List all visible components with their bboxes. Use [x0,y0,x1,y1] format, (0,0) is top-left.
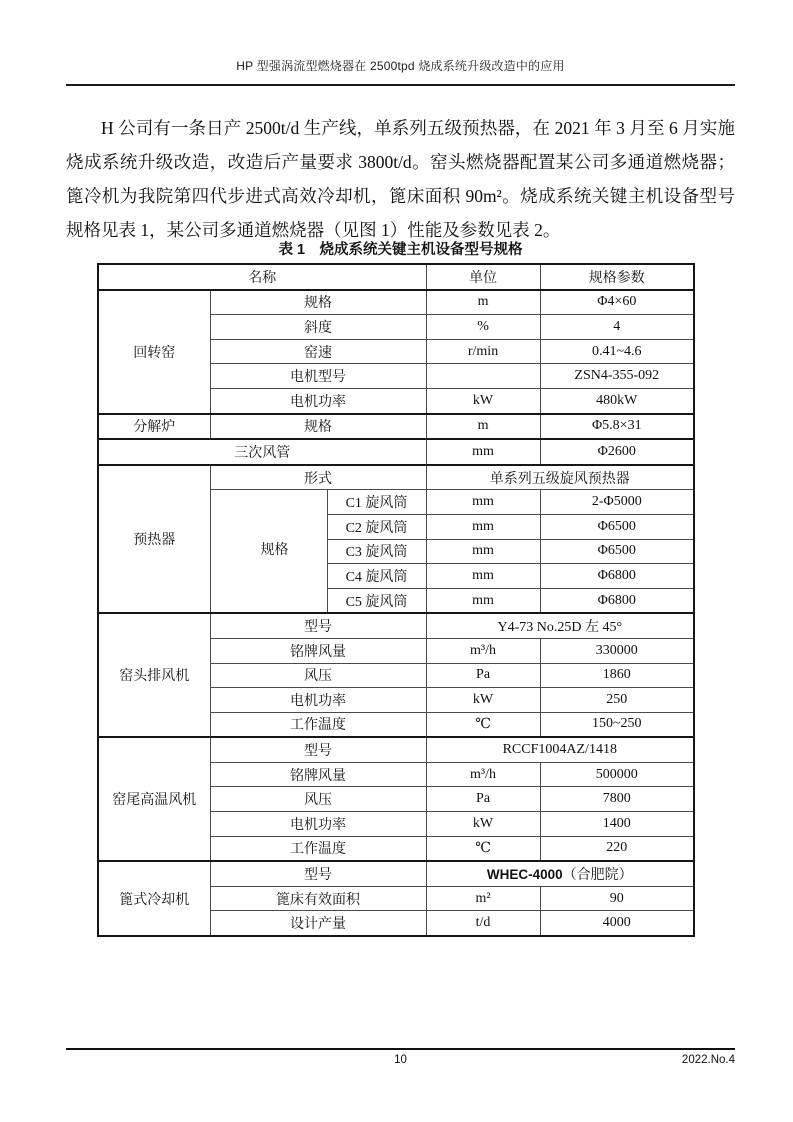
column-header-name: 名称 [98,264,426,290]
param-name-cell: 工作温度 [210,712,426,737]
column-header-spec: 规格参数 [540,264,694,290]
cooler-model-suffix: （合肥院） [562,868,633,884]
unit-cell: m³/h [426,762,540,787]
param-name-cell: C5 旋风筒 [327,588,426,613]
value-cell: 0.41~4.6 [540,339,694,364]
value-cell: Y4-73 No.25D 左 45° [426,613,694,638]
param-name-cell: 形式 [210,465,426,490]
param-name-cell: C2 旋风筒 [327,514,426,539]
table-row [98,737,694,762]
param-name-cell: 型号 [210,737,426,762]
value-cell: 4000 [540,911,694,936]
unit-cell: kW [426,388,540,413]
table-row [98,465,694,490]
spec-table [97,263,695,937]
param-name-cell: 电机功率 [210,688,426,713]
group-name-cell: 窑头排风机 [98,613,210,737]
value-cell: 150~250 [540,712,694,737]
value-cell: 2-Φ5000 [540,490,694,515]
unit-cell: mm [426,439,540,465]
unit-cell: ℃ [426,836,540,861]
group-name-cell: 篦式冷却机 [98,861,210,936]
value-cell: Φ6800 [540,588,694,613]
footer-rule [66,1048,735,1050]
group-name-cell: 预热器 [98,465,210,614]
unit-cell: Pa [426,663,540,688]
value-cell: Φ6500 [540,514,694,539]
param-name-cell: 斜度 [210,315,426,340]
value-cell: Φ4×60 [540,290,694,315]
table-caption: 表 1 烧成系统关键主机设备型号规格 [278,242,523,258]
unit-cell: m² [426,886,540,911]
value-cell: Φ6500 [540,539,694,564]
body-paragraph: H 公司有一条日产 2500t/d 生产线，单系列五级预热器，在 2021 年 3 月至 6 月实施烧成系统升级改造，改造后产量要求 3800t/d。窑头燃烧器配置某公司多通道燃烧器；篦冷机为我院第四代步进式高效冷却机，篦床面积 90m²。烧成系统关键主机设备型号规格见表 1，某公司多通道燃烧器（见图 1）性能及参数见表 2。 [66,117,735,241]
unit-cell: t/d [426,911,540,936]
value-cell: 220 [540,836,694,861]
param-name-cell: 型号 [210,613,426,638]
param-name-cell: 电机型号 [210,364,426,389]
value-cell: Φ5.8×31 [540,414,694,440]
running-head-title: HP 型强涡流型燃烧器在 2500tpd 烧成系统升级改造中的应用 [236,59,565,73]
unit-cell: r/min [426,339,540,364]
unit-cell: % [426,315,540,340]
value-cell: 单系列五级旋风预热器 [426,465,694,490]
unit-cell: m³/h [426,638,540,663]
param-name-cell: 铭牌风量 [210,638,426,663]
value-cell: 1860 [540,663,694,688]
column-header-unit: 单位 [426,264,540,290]
param-name-cell: 电机功率 [210,388,426,413]
value-cell: 90 [540,886,694,911]
unit-cell: mm [426,588,540,613]
param-name-cell: 风压 [210,787,426,812]
param-name-cell: 窑速 [210,339,426,364]
table-row [98,861,694,886]
param-name-cell: 设计产量 [210,911,426,936]
param-name-cell: 铭牌风量 [210,762,426,787]
table-row [98,613,694,638]
page-number: 10 [394,1054,407,1066]
param-name-cell: C3 旋风筒 [327,539,426,564]
cooler-model-label: WHEC-4000 [486,867,563,883]
param-name-cell: 电机功率 [210,812,426,837]
unit-cell: mm [426,514,540,539]
param-name-cell: 工作温度 [210,836,426,861]
param-name-cell: 风压 [210,663,426,688]
group-name-cell: 分解炉 [98,414,210,440]
value-cell: 250 [540,688,694,713]
unit-cell: Pa [426,787,540,812]
unit-cell: mm [426,564,540,589]
value-cell: 330000 [540,638,694,663]
unit-cell [426,364,540,389]
param-name-cell: 篦床有效面积 [210,886,426,911]
unit-cell: mm [426,539,540,564]
value-cell: Φ2600 [540,439,694,465]
value-cell: 500000 [540,762,694,787]
value-cell: RCCF1004AZ/1418 [426,737,694,762]
value-cell: 4 [540,315,694,340]
value-cell [426,861,694,886]
header-rule [66,84,735,86]
group-name-cell: 回转窑 [98,290,210,414]
subgroup-name-cell [210,490,327,613]
param-name-cell: 规格 [210,414,426,440]
param-name-cell: C1 旋风筒 [327,490,426,515]
issue-number: 2022.No.4 [681,1054,735,1066]
unit-cell: kW [426,688,540,713]
subgroup-name-label: 规格 [260,543,289,559]
table-row [98,439,694,465]
param-name-cell: 型号 [210,861,426,886]
param-name-cell: C4 旋风筒 [327,564,426,589]
value-cell: Φ6800 [540,564,694,589]
value-cell: ZSN4-355-092 [540,364,694,389]
unit-cell: m [426,414,540,440]
table-row [98,290,694,315]
table-header-row [98,264,694,290]
group-name-cell: 窑尾高温风机 [98,737,210,861]
unit-cell: ℃ [426,712,540,737]
value-cell: 480kW [540,388,694,413]
unit-cell: mm [426,490,540,515]
value-cell: 7800 [540,787,694,812]
unit-cell: kW [426,812,540,837]
table-row [98,414,694,440]
unit-cell: m [426,290,540,315]
param-name-cell: 规格 [210,290,426,315]
group-name-cell: 三次风管 [98,439,426,465]
value-cell: 1400 [540,812,694,837]
